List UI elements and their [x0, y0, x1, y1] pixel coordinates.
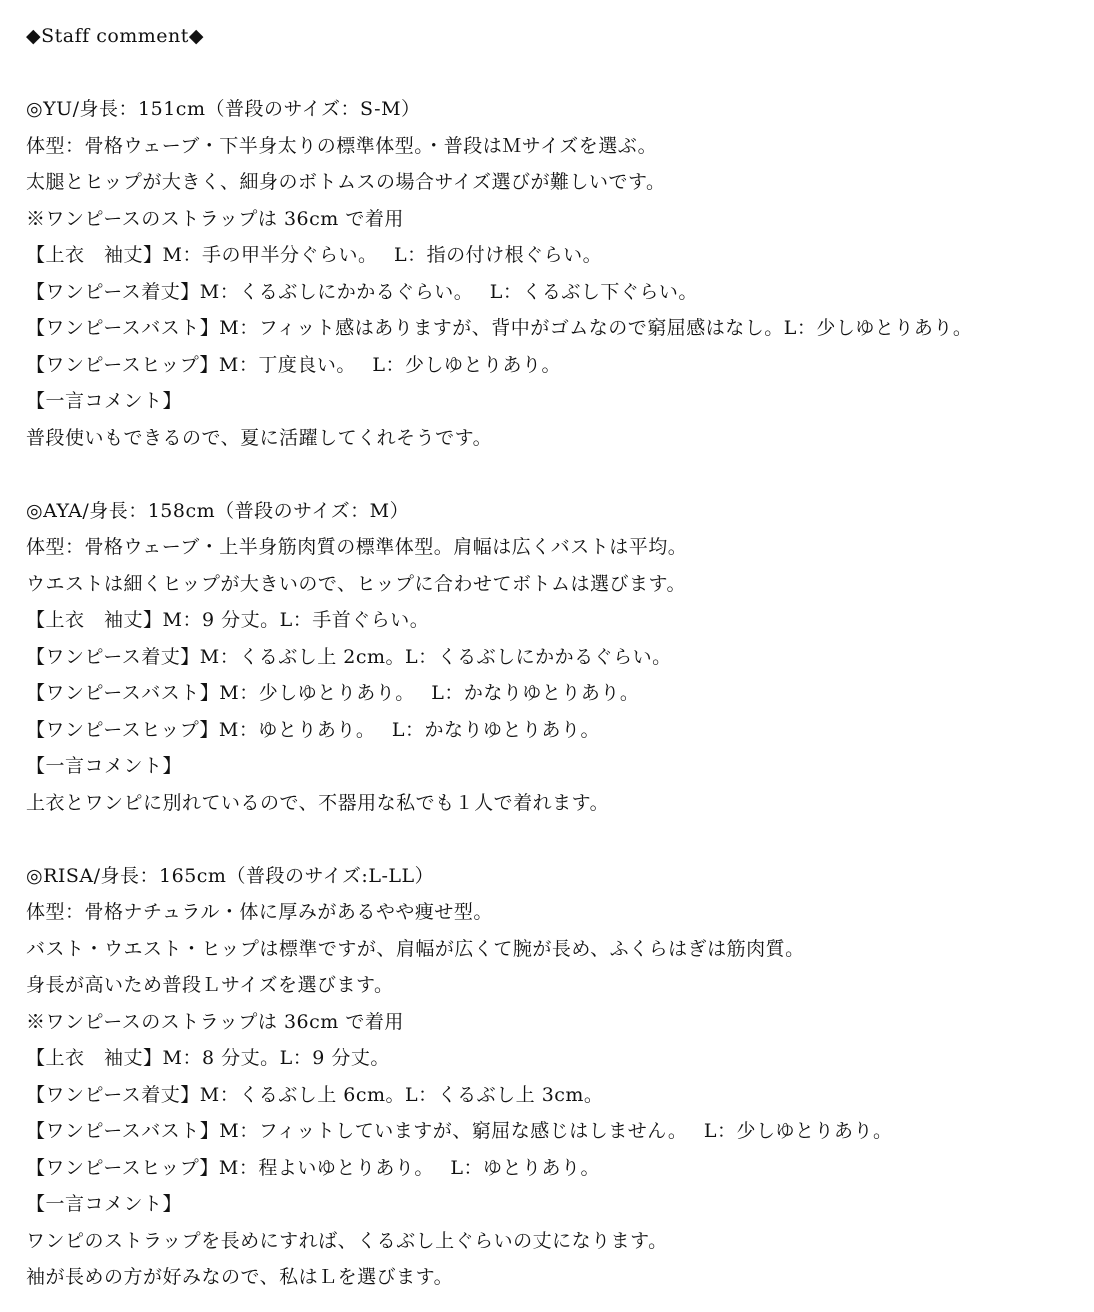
strap-note-line: ※ワンピースのストラップは 36cm で着用 [26, 207, 404, 230]
staff-section-yu [26, 91, 1086, 456]
dress-hip-line: 【ワンピースヒップ】M：丁度良い。 L：少しゆとりあり。 [26, 353, 562, 376]
dress-bust-line: 【ワンピースバスト】M：フィット感はありますが、背中がゴムなので窮屈感はなし。L：少しゆとりあり。 [26, 317, 973, 339]
strap-note-line: ※ワンピースのストラップは 36cm で着用 [26, 1010, 404, 1033]
dress-length-line: 【ワンピース着丈】M：くるぶし上 6cm。L：くるぶし上 3cm。 [26, 1083, 604, 1106]
usual-size-line: 身長が高いため普段Ｌサイズを選びます。 [26, 974, 394, 996]
spacer [26, 456, 1086, 493]
sleeve-length-line: 【上衣 袖丈】M：8 分丈。L：9 分丈。 [26, 1047, 390, 1069]
body-detail-line: ウエストは細くヒップが大きいので、ヒップに合わせてボトムは選びます。 [26, 572, 686, 595]
body-type-line: 体型：骨格ウェーブ・下半身太りの標準体型。・普段はＭサイズを選ぶ。 [26, 134, 658, 157]
comment-heading: 【一言コメント】 [26, 390, 183, 412]
dress-length-line: 【ワンピース着丈】M：くるぶし上 2cm。L：くるぶしにかかるぐらい。 [26, 645, 672, 668]
staff-profile-line: ◎AYA/身長：158cm（普段のサイズ：M） [26, 499, 410, 522]
body-detail-line: バスト・ウエスト・ヒップは標準ですが、肩幅が広くて腕が長め、ふくらはぎは筋肉質。 [26, 937, 805, 960]
comment-heading: 【一言コメント】 [26, 1193, 183, 1215]
staff-section-aya [26, 493, 1086, 822]
comment-text: 袖が長めの方が好みなので、私はＬを選びます。 [26, 1266, 454, 1288]
dress-bust-line: 【ワンピースバスト】M：少しゆとりあり。 L：かなりゆとりあり。 [26, 682, 640, 704]
staff-profile-line: ◎RISA/身長：165cm（普段のサイズ:L-LL） [26, 864, 435, 887]
dress-hip-line: 【ワンピースヒップ】M：程よいゆとりあり。 L：ゆとりあり。 [26, 1156, 601, 1179]
sleeve-length-line: 【上衣 袖丈】M：手の甲半分ぐらい。 L：指の付け根ぐらい。 [26, 244, 603, 266]
body-detail-line: 太腿とヒップが大きく、細身のボトムスの場合サイズ選びが難しいです。 [26, 171, 666, 193]
body-type-line: 体型：骨格ウェーブ・上半身筋肉質の標準体型。肩幅は広くバストは平均。 [26, 536, 688, 558]
spacer [26, 55, 1086, 92]
staff-profile-line: ◎YU/身長：151cm（普段のサイズ：S-M） [26, 98, 421, 120]
dress-bust-line: 【ワンピースバスト】M：フィットしていますが、窮屈な感じはしません。 L：少しゆとりあり。 [26, 1120, 893, 1142]
staff-section-risa [26, 858, 1086, 1296]
body-type-line: 体型：骨格ナチュラル・体に厚みがあるやや痩せ型。 [26, 901, 493, 923]
sleeve-length-line: 【上衣 袖丈】M：9 分丈。L：手首ぐらい。 [26, 609, 430, 631]
staff-comment-document [26, 18, 1086, 1296]
comment-text: ワンピのストラップを長めにすれば、くるぶし上ぐらいの丈になります。 [26, 1229, 668, 1252]
comment-heading: 【一言コメント】 [26, 755, 183, 777]
staff-comment-header: ◆Staff comment◆ [26, 25, 205, 47]
comment-text: 普段使いもできるので、夏に活躍してくれそうです。 [26, 426, 493, 449]
spacer [26, 821, 1086, 858]
dress-length-line: 【ワンピース着丈】M：くるぶしにかかるぐらい。 L：くるぶし下ぐらい。 [26, 280, 698, 303]
dress-hip-line: 【ワンピースヒップ】M：ゆとりあり。 L：かなりゆとりあり。 [26, 718, 601, 741]
comment-text: 上衣とワンピに別れているので、不器用な私でも１人で着れます。 [26, 791, 610, 814]
